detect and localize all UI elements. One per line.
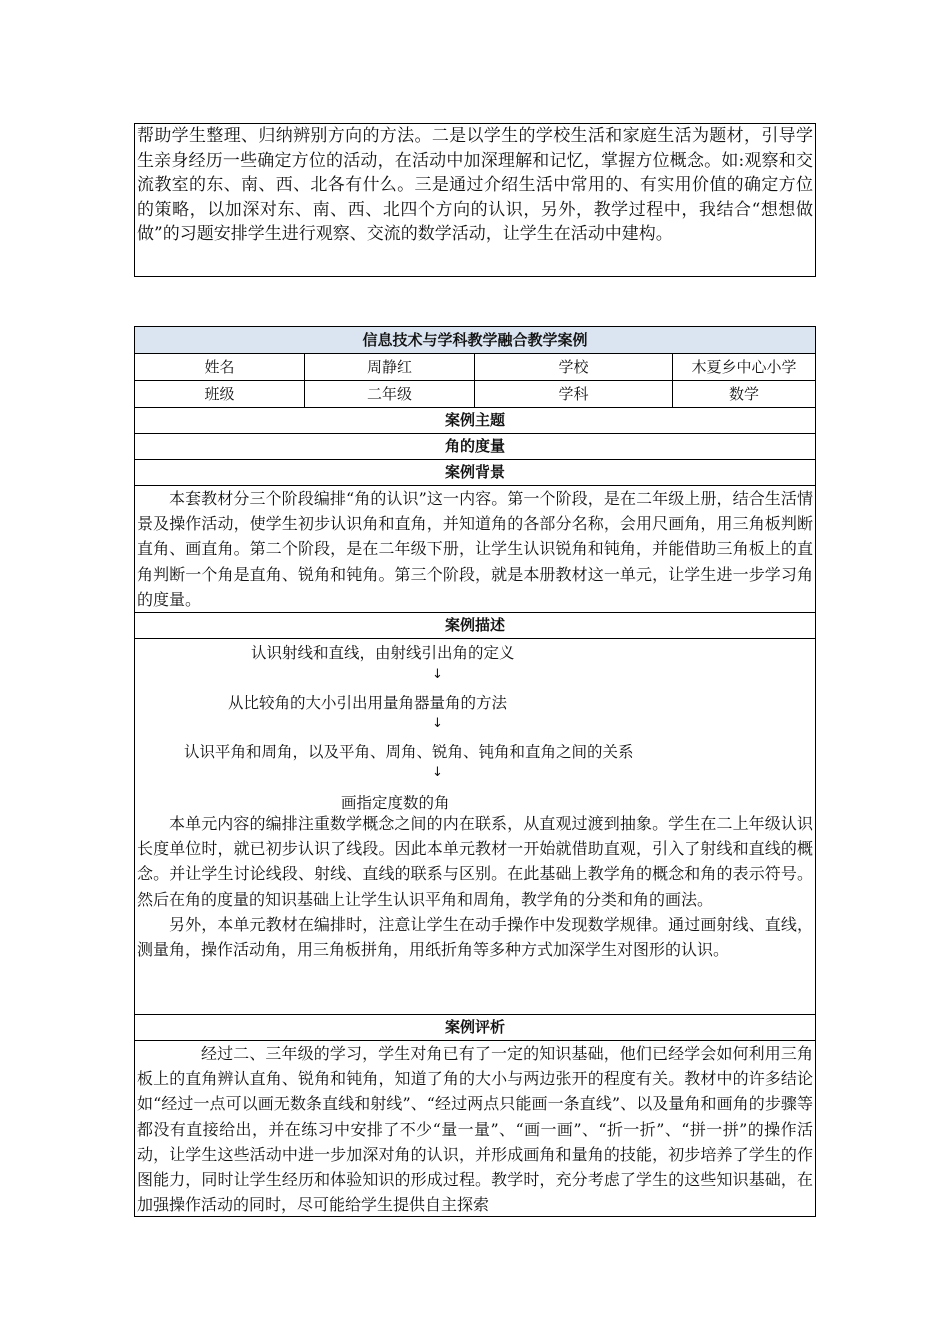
theme-value: 角的度量 <box>135 434 815 460</box>
info-row-2 <box>135 381 815 408</box>
subject-label: 学科 <box>475 381 673 407</box>
flow-diagram <box>137 639 813 811</box>
teaching-case-table <box>134 326 816 1217</box>
description-cell <box>135 639 815 1015</box>
name-value: 周静红 <box>305 354 475 380</box>
subject-value: 数学 <box>728 385 759 403</box>
flow-step-4: 画指定度数的角 <box>341 794 450 812</box>
school-label: 学校 <box>475 354 673 380</box>
description-header: 案例描述 <box>135 613 815 639</box>
school-value: 木夏乡中心小学 <box>691 358 797 376</box>
background-paragraph: 本套教材分三个阶段编排“角的认识”这一内容。第一个阶段，是在二年级上册，结合生活情景及操作活动，使学生初步认识角和直角，并知道角的各部分名称，会用尺画角，用三角板判断直角、画直角。第二个阶段，是在二年级下册，让学生认识锐角和钝角，并能借助三角板上的直角判断一个角是直角、锐角和钝角。第三个阶段，就是本册教材这一单元，让学生进一步学习角的度量。 <box>137 489 813 609</box>
evaluation-cell <box>135 1041 815 1217</box>
class-value: 二年级 <box>305 381 475 407</box>
evaluation-header: 案例评析 <box>135 1015 815 1041</box>
description-paragraph-2: 另外，本单元教材在编排时，注意让学生在动手操作中发现数学规律。通过画射线、直线，测量角，操作活动角，用三角板拼角，用纸折角等多种方式加深学生对图形的认识。 <box>137 914 813 960</box>
evaluation-paragraph: 经过二、三年级的学习，学生对角已有了一定的知识基础，他们已经学会如何利用三角板上的直角辨认直角、锐角和钝角，知道了角的大小与两边张开的程度有关。教材中的许多结论如“经过一点可以画无数条直线和射线”、“经过两点只能画一条直线”、以及量角和画角的步骤等都没有直接给出，并在练习中安排了不少“量一量”、“画一画”、“折一折”、“拼一拼”的操作活动，让学生这些活动中进一步加深对角的认识，并形成画角和量角的技能，初步培养了学生的作图能力，同时让学生经历和体验知识的形成过程。教学时，充分考虑了学生的这些知识基础，在加强操作活动的同时，尽可能给学生提供自主探索 <box>137 1044 813 1215</box>
flow-step-2: 从比较角的大小引出用量角器量角的方法 <box>228 694 508 712</box>
background-cell <box>135 486 815 613</box>
flow-arrow-1: ↓ <box>432 667 443 682</box>
info-row-1 <box>135 354 815 381</box>
name-label: 姓名 <box>135 354 305 380</box>
flow-step-1: 认识射线和直线，由射线引出角的定义 <box>251 644 515 662</box>
continued-text-box <box>134 123 816 277</box>
continued-paragraph: 帮助学生整理、归纳辨别方向的方法。二是以学生的学校生活和家庭生活为题材，引导学生亲身经历一些确定方位的活动，在活动中加深理解和记忆，掌握方位概念。如:观察和交流教室的东、南、西、北各有什么。三是通过介绍生活中常用的、有实用价值的确定方位的策略，以加深对东、南、西、北四个方向的认识，另外，教学过程中，我结合“想想做做”的习题安排学生进行观察、交流的数学活动，让学生在活动中建构。 <box>137 126 813 245</box>
flow-arrow-3: ↓ <box>432 765 443 780</box>
flow-step-3: 认识平角和周角，以及平角、周角、锐角、钝角和直角之间的关系 <box>184 743 634 761</box>
class-label: 班级 <box>135 381 305 407</box>
background-header: 案例背景 <box>135 460 815 486</box>
description-paragraph-1: 本单元内容的编排注重数学概念之间的内在联系，从直观过渡到抽象。学生在二上年级认识长度单位时，就已初步认识了线段。因此本单元教材一开始就借助直观，引入了射线和直线的概念。并让学生讨论线段、射线、直线的联系与区别。在此基础上教学角的概念和角的表示符号。然后在角的度量的知识基础上让学生认识平角和周角，教学角的分类和角的画法。 <box>137 814 813 909</box>
table-title: 信息技术与学科教学融合教学案例 <box>135 327 815 354</box>
theme-header: 案例主题 <box>135 408 815 434</box>
flow-arrow-2: ↓ <box>432 716 443 731</box>
